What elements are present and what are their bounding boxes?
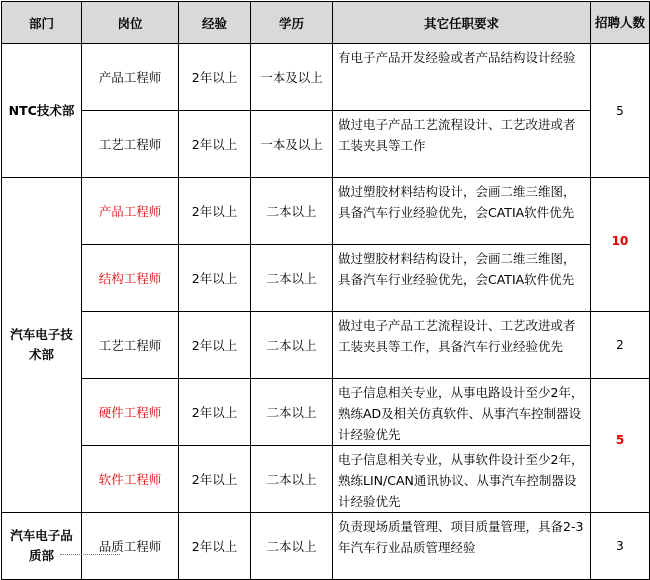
table-row: [2, 111, 650, 178]
header-position: 岗位: [82, 2, 179, 44]
recruitment-table: [1, 1, 650, 580]
experience-cell: 2年以上: [179, 178, 251, 245]
experience-cell: 2年以上: [179, 312, 251, 379]
headcount-cell: 3: [591, 513, 650, 580]
table-row: [2, 245, 650, 312]
requirements-cell: 电子信息相关专业，从事软件设计至少2年，熟练LIN/CAN通讯协议、从事汽车控制器设计经验优先: [333, 446, 591, 513]
bottom-edge-artifact: [60, 550, 150, 556]
education-cell: 二本以上: [251, 446, 333, 513]
dept-cell-ntc: NTC技术部: [2, 44, 82, 178]
requirements-cell: 负责现场质量管理、项目质量管理，具备2-3年汽车行业品质管理经验: [333, 513, 591, 580]
dept-cell-auto-quality: 汽车电子品质部: [2, 513, 82, 580]
experience-cell: 2年以上: [179, 446, 251, 513]
position-cell: 结构工程师: [82, 245, 179, 312]
recruitment-table-wrapper: [1, 1, 650, 580]
dept-cell-auto-tech: 汽车电子技术部: [2, 178, 82, 513]
requirements-cell: 做过塑胶材料结构设计，会画二维三维图，具备汽车行业经验优先，会CATIA软件优先: [333, 178, 591, 245]
requirements-cell: 做过电子产品工艺流程设计、工艺改进或者工装夹具等工作，具备汽车行业经验优先: [333, 312, 591, 379]
table-row: [2, 446, 650, 513]
requirements-cell: 有电子产品开发经验或者产品结构设计经验: [333, 44, 591, 111]
education-cell: 二本以上: [251, 513, 333, 580]
experience-cell: 2年以上: [179, 379, 251, 446]
table-row: [2, 379, 650, 446]
position-cell: 产品工程师: [82, 44, 179, 111]
headcount-cell: 5: [591, 379, 650, 513]
position-cell: 工艺工程师: [82, 312, 179, 379]
header-headcount: 招聘人数: [591, 2, 650, 44]
experience-cell: 2年以上: [179, 44, 251, 111]
table-row: [2, 312, 650, 379]
table-row: [2, 44, 650, 111]
table-row: [2, 513, 650, 580]
requirements-cell: 做过电子产品工艺流程设计、工艺改进或者工装夹具等工作: [333, 111, 591, 178]
education-cell: 二本以上: [251, 379, 333, 446]
header-education: 学历: [251, 2, 333, 44]
headcount-cell: 5: [591, 44, 650, 178]
headcount-cell: 2: [591, 312, 650, 379]
experience-cell: 2年以上: [179, 111, 251, 178]
table-row: [2, 178, 650, 245]
position-cell: 产品工程师: [82, 178, 179, 245]
headcount-cell: 10: [591, 178, 650, 312]
header-requirements: 其它任职要求: [333, 2, 591, 44]
position-cell: 品质工程师: [82, 513, 179, 580]
experience-cell: 2年以上: [179, 245, 251, 312]
education-cell: 一本及以上: [251, 44, 333, 111]
requirements-cell: 做过塑胶材料结构设计，会画二维三维图，具备汽车行业经验优先，会CATIA软件优先: [333, 245, 591, 312]
education-cell: 一本及以上: [251, 111, 333, 178]
education-cell: 二本以上: [251, 178, 333, 245]
position-cell: 软件工程师: [82, 446, 179, 513]
experience-cell: 2年以上: [179, 513, 251, 580]
position-cell: 工艺工程师: [82, 111, 179, 178]
education-cell: 二本以上: [251, 245, 333, 312]
requirements-cell: 电子信息相关专业，从事电路设计至少2年，熟练AD及相关仿真软件、从事汽车控制器设计经验优先: [333, 379, 591, 446]
header-row: [2, 2, 650, 44]
header-experience: 经验: [179, 2, 251, 44]
position-cell: 硬件工程师: [82, 379, 179, 446]
education-cell: 二本以上: [251, 312, 333, 379]
header-dept: 部门: [2, 2, 82, 44]
